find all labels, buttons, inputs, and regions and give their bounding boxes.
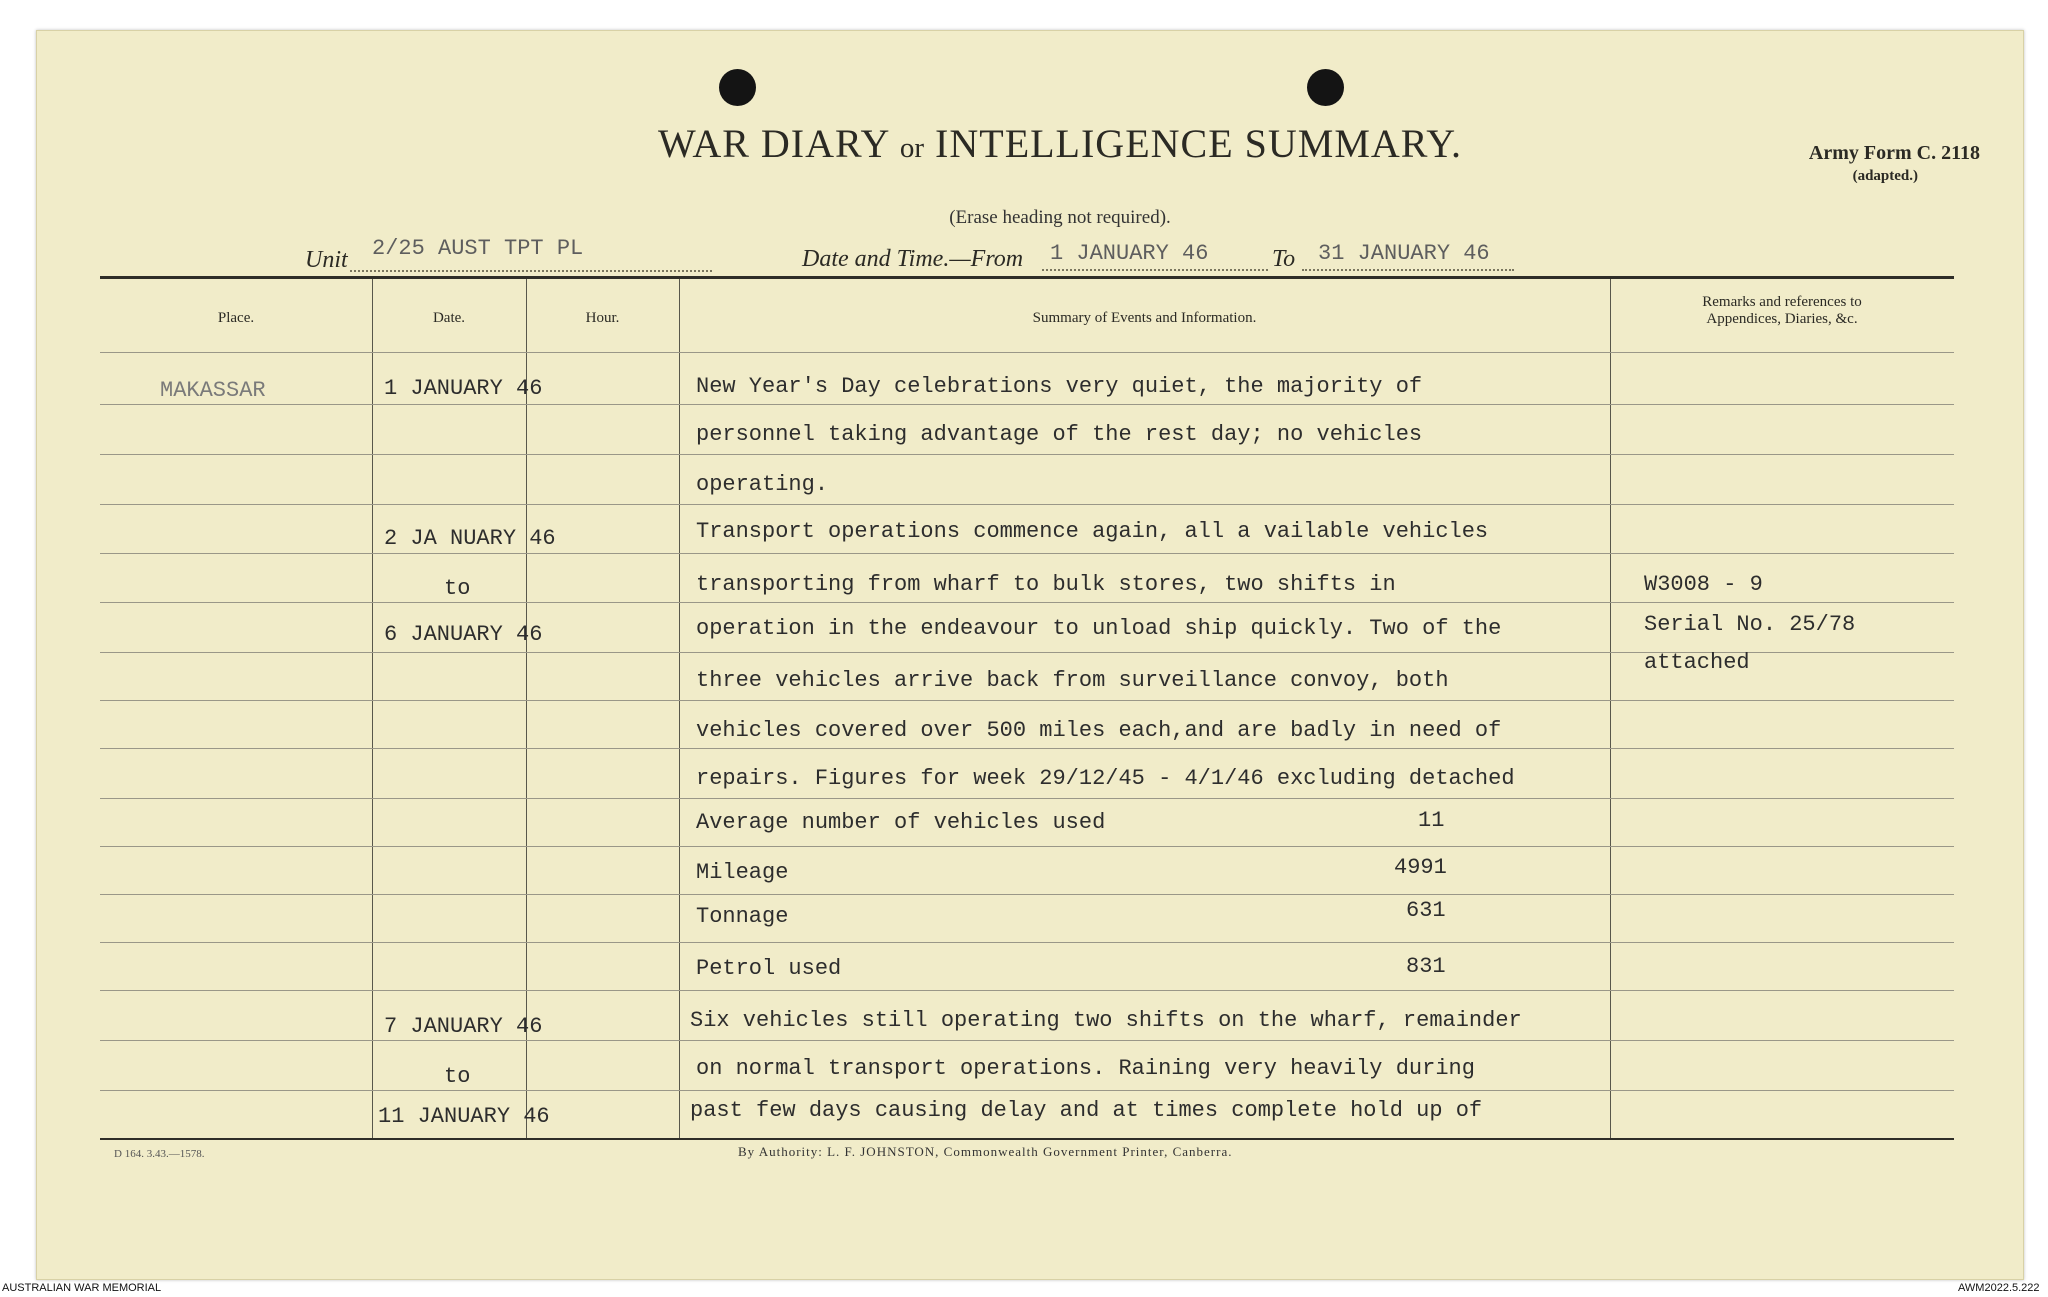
summary-line: operating. [696,472,829,497]
row-rule [100,404,1954,405]
row-rule [100,798,1954,799]
summary-line: Six vehicles still operating two shifts on the wharf, remainder [690,1008,1522,1033]
punch-hole-left [719,69,756,106]
title-or: or [899,132,925,164]
remarks-header-line1: Remarks and references to [1702,294,1862,310]
remarks-header-line2: Appendices, Diaries, &c. [1706,311,1858,327]
column-header-date: Date. [432,310,466,326]
date-entry-2-from: 2 JA NUARY 46 [384,526,556,551]
printer-authority: By Authority: L. F. JOHNSTON, Commonwealth Government Printer, Canberra. [738,1144,1233,1159]
row-rule [100,700,1954,701]
army-form-number: Army Form C. 2118 [1808,142,1980,164]
table-top-rule [100,276,1954,279]
summary-line: personnel taking advantage of the rest day; no vehicles [696,422,1423,447]
row-rule [100,1040,1954,1041]
figure-value-petrol: 831 [1406,954,1446,979]
column-divider-place-date [372,279,373,1138]
summary-line: Transport operations commence again, all a vailable vehicles [696,519,1489,544]
column-header-remarks [1610,294,1954,328]
summary-line: past few days causing delay and at times complete hold up of [690,1098,1483,1123]
figure-label-petrol: Petrol used [696,956,842,981]
column-header-hour: Hour. [585,310,620,326]
column-divider-hour-summary [679,279,680,1138]
row-rule [100,553,1954,554]
archive-credit: AUSTRALIAN WAR MEMORIAL [2,1282,162,1294]
figure-value-mileage: 4991 [1394,855,1447,880]
army-form-adapted: (adapted.) [1852,168,1918,184]
to-label: To [1272,246,1296,272]
figure-value-tonnage: 631 [1406,898,1446,923]
date-time-label: Date and Time.—From [802,246,1024,272]
row-rule [100,748,1954,749]
from-dotted-line [1042,269,1268,271]
table-bottom-rule [100,1138,1954,1140]
row-rule [100,454,1954,455]
row-rule [100,602,1954,603]
unit-value: 2/25 AUST TPT PL [372,236,584,261]
figure-label-tonnage: Tonnage [696,904,789,929]
date-entry-3-end: 11 JANUARY 46 [378,1104,550,1129]
title-war-diary: WAR DIARY [658,121,889,166]
unit-dotted-line [350,270,712,272]
column-divider-date-hour [526,279,527,1138]
row-rule [100,990,1954,991]
figure-label-mileage: Mileage [696,860,789,885]
form-subtitle: (Erase heading not required). [949,207,1171,228]
punch-hole-right [1307,69,1344,106]
from-value: 1 JANUARY 46 [1050,241,1209,266]
date-entry-2-end: 6 JANUARY 46 [384,622,543,647]
row-rule [100,352,1954,353]
date-entry-2-to: to [444,576,471,601]
row-rule [100,504,1954,505]
remarks-reference: W3008 - 9 [1644,572,1763,597]
column-header-summary: Summary of Events and Information. [1032,310,1257,326]
summary-line: three vehicles arrive back from surveillance convoy, both [696,668,1449,693]
to-value: 31 JANUARY 46 [1318,241,1490,266]
summary-line: on normal transport operations. Raining very heavily during [696,1056,1475,1081]
summary-line: New Year's Day celebrations very quiet, the majority of [696,374,1423,399]
column-divider-summary-remarks [1610,279,1611,1138]
date-entry-3-to: to [444,1064,471,1089]
column-header-place: Place. [217,310,255,326]
remarks-serial: Serial No. 25/78 [1644,612,1856,637]
row-rule [100,942,1954,943]
unit-label: Unit [305,247,348,273]
date-entry-1: 1 JANUARY 46 [384,376,543,401]
figure-label-average-vehicles: Average number of vehicles used [696,810,1106,835]
row-rule [100,1090,1954,1091]
figure-value-average-vehicles: 11 [1418,808,1445,833]
form-title [560,120,1560,167]
date-entry-3-from: 7 JANUARY 46 [384,1014,543,1039]
row-rule [100,894,1954,895]
row-rule [100,846,1954,847]
archive-reference: AWM2022.5.222 [1958,1282,2040,1294]
summary-line: repairs. Figures for week 29/12/45 - 4/1/46 excluding detached [696,766,1515,791]
title-intelligence-summary: INTELLIGENCE SUMMARY. [935,121,1462,166]
place-entry: MAKASSAR [160,378,266,403]
summary-line: vehicles covered over 500 miles each,and are badly in need of [696,718,1502,743]
remarks-attached: attached [1644,650,1750,675]
summary-line: operation in the endeavour to unload ship quickly. Two of the [696,616,1502,641]
summary-line: transporting from wharf to bulk stores, two shifts in [696,572,1396,597]
print-code: D 164. 3.43.—1578. [114,1148,205,1160]
to-dotted-line [1302,269,1514,271]
